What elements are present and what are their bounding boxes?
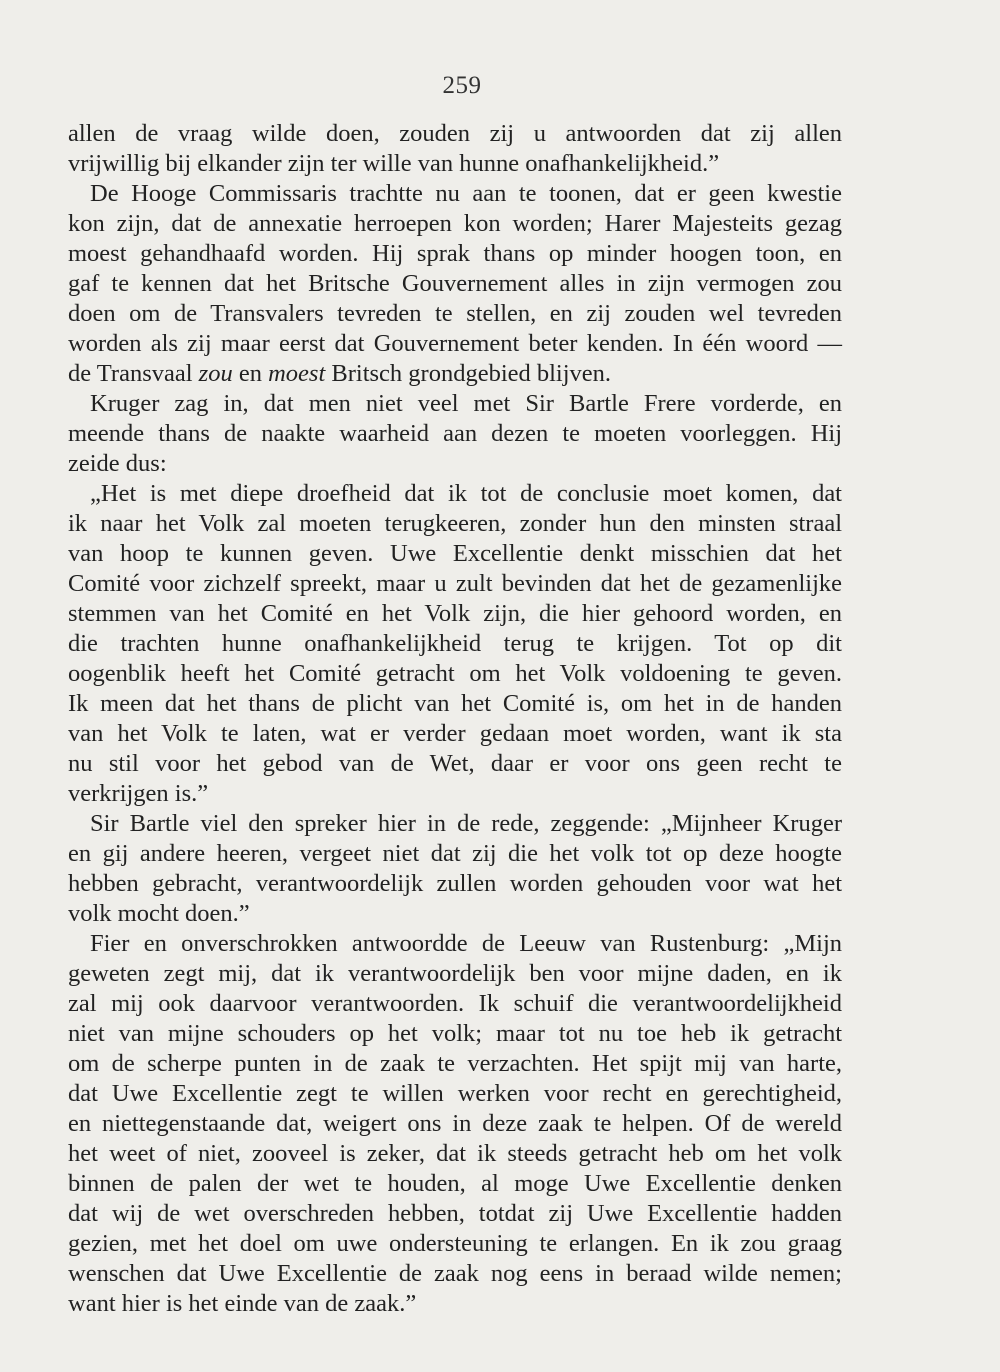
text-line: en gij andere heeren, vergeet niet dat zij die het volk tot op deze hoogte (68, 840, 842, 867)
text-line: vrijwillig bij elkander zijn ter wille van hunne onafhankelijkheid.” (68, 150, 720, 177)
text-line: geweten zegt mij, dat ik verantwoordelijk ben voor mijne daden, en ik (68, 960, 842, 987)
text-line: Kruger zag in, dat men niet veel met Sir Bartle Frere vorderde, en (90, 390, 842, 417)
text-line: die trachten hunne onafhankelijkheid terug te krijgen. Tot op dit (68, 630, 842, 657)
text-line: meende thans de naakte waarheid aan dezen te moeten voorleggen. Hij (68, 420, 842, 447)
text-line: hebben gebracht, verantwoordelijk zullen worden gehouden voor wat het (68, 870, 842, 897)
text-line: nu stil voor het gebod van de Wet, daar er voor ons geen recht te (68, 750, 842, 777)
text-line: worden als zij maar eerst dat Gouvernement beter kenden. In één woord — (68, 330, 842, 357)
text-line: gezien, met het doel om uwe ondersteuning te erlangen. En ik zou graag (68, 1230, 842, 1257)
text-line: doen om de Transvalers tevreden te stellen, en zij zouden wel tevreden (68, 300, 842, 327)
text-line: dat Uwe Excellentie zegt te willen werken voor recht en gerechtigheid, (68, 1080, 842, 1107)
body-text (68, 119, 842, 1319)
page-number: 259 (442, 72, 482, 99)
text-line: Fier en onverschrokken antwoordde de Leeuw van Rustenburg: „Mijn (90, 930, 842, 957)
text-line: het weet of niet, zooveel is zeker, dat ik steeds getracht heb om het volk (68, 1140, 842, 1167)
text-line: „Het is met diepe droefheid dat ik tot de conclusie moet komen, dat (90, 480, 842, 507)
text-line: van het Volk te laten, wat er verder gedaan moet worden, want ik sta (68, 720, 842, 747)
text-line: dat wij de wet overschreden hebben, totdat zij Uwe Excellentie hadden (68, 1200, 842, 1227)
text-line: verkrijgen is.” (68, 780, 209, 807)
text-line: stemmen van het Comité en het Volk zijn, die hier gehoord worden, en (68, 600, 842, 627)
text-line: de Transvaal zou en moest Britsch grondgebied blijven. (68, 360, 612, 387)
text-line: van hoop te kunnen geven. Uwe Excellentie denkt misschien dat het (68, 540, 842, 567)
text-line: binnen de palen der wet te houden, al moge Uwe Excellentie denken (68, 1170, 842, 1197)
text-line: Sir Bartle viel den spreker hier in de rede, zeggende: „Mijnheer Kruger (90, 810, 842, 837)
text-line: niet van mijne schouders op het volk; maar tot nu toe heb ik getracht (68, 1020, 842, 1047)
text-line: gaf te kennen dat het Britsche Gouvernement alles in zijn vermogen zou (68, 270, 842, 297)
text-line: De Hooge Commissaris trachtte nu aan te toonen, dat er geen kwestie (90, 180, 842, 207)
text-line: om de scherpe punten in de zaak te verzachten. Het spijt mij van harte, (68, 1050, 842, 1077)
text-line: Comité voor zichzelf spreekt, maar u zult bevinden dat het de gezamenlijke (68, 570, 842, 597)
text-line: moest gehandhaafd worden. Hij sprak thans op minder hoogen toon, en (68, 240, 842, 267)
text-line: zal mij ook daarvoor verantwoorden. Ik schuif die verantwoordelijkheid (68, 990, 842, 1017)
text-line: allen de vraag wilde doen, zouden zij u antwoorden dat zij allen (68, 120, 842, 147)
text-line: en niettegenstaande dat, weigert ons in deze zaak te helpen. Of de wereld (68, 1110, 842, 1137)
text-line: volk mocht doen.” (68, 900, 250, 927)
text-line: wenschen dat Uwe Excellentie de zaak nog eens in beraad wilde nemen; (68, 1260, 842, 1287)
text-line: Ik meen dat het thans de plicht van het Comité is, om het in de handen (68, 690, 842, 717)
text-line: kon zijn, dat de annexatie herroepen kon worden; Harer Majesteits gezag (68, 210, 842, 237)
text-line: want hier is het einde van de zaak.” (68, 1290, 417, 1317)
text-line: ik naar het Volk zal moeten terugkeeren, zonder hun den minsten straal (68, 510, 842, 537)
text-line: oogenblik heeft het Comité getracht om het Volk voldoening te geven. (68, 660, 842, 687)
text-line: zeide dus: (68, 450, 167, 477)
